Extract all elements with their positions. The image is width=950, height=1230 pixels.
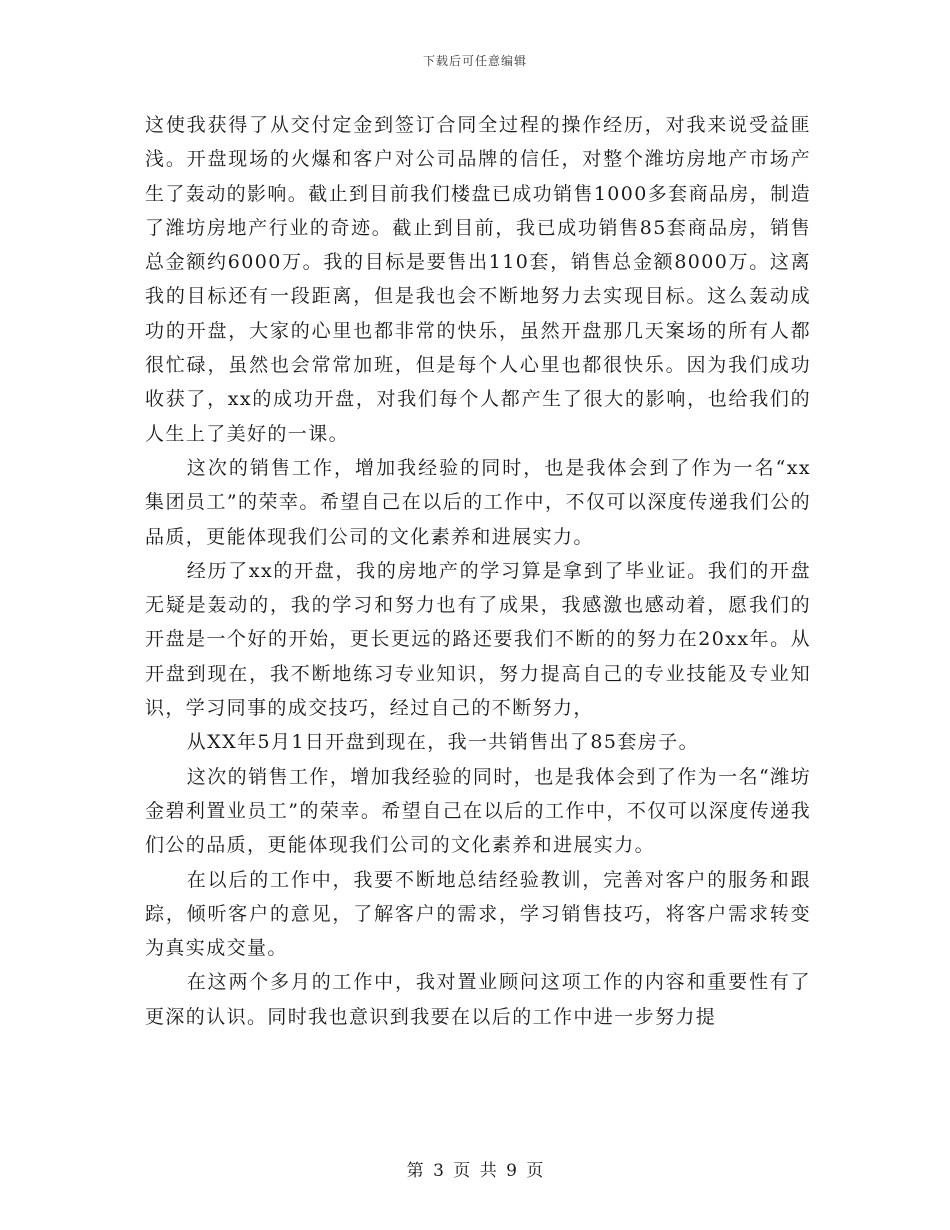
paragraph-7: 在这两个多月的工作中，我对置业顾问这项工作的内容和重要性有了更深的认识。同时我也意识到我要在以后的工作中进一步努力提 <box>145 971 811 1028</box>
paragraph-3: 经历了xx的开盘，我的房地产的学习算是拿到了毕业证。我们的开盘无疑是轰动的，我的学习和努力也有了成果，我感激也感动着，愿我们的开盘是一个好的开始，更长更远的路还要我们不断的的努力在20xx年。从开盘到现在，我不断地练习专业知识，努力提高自己的专业技能及专业知识，学习同事的成交技巧，经过自己的不断努力， <box>145 559 811 720</box>
paragraph-2: 这次的销售工作，增加我经验的同时，也是我体会到了作为一名“xx集团员工”的荣幸。希望自己在以后的工作中，不仅可以深度传递我们公的品质，更能体现我们公司的文化素养和进展实力。 <box>145 456 811 548</box>
page-number-footer: 第 3 页 共 9 页 <box>406 1161 544 1181</box>
paragraph-1: 这使我获得了从交付定金到签订合同全过程的操作经历，对我来说受益匪浅。开盘现场的火爆和客户对公司品牌的信任，对整个潍坊房地产市场产生了轰动的影响。截止到目前我们楼盘已成功销售1000多套商品房，制造了潍坊房地产行业的奇迹。截止到目前，我已成功销售85套商品房，销售总金额约6000万。我的目标是要售出110套，销售总金额8000万。这离我的目标还有一段距离，但是我也会不断地努力去实现目标。这么轰动成功的开盘，大家的心里也都非常的快乐，虽然开盘那几天案场的所有人都很忙碌，虽然也会常常加班，但是每个人心里也都很快乐。因为我们成功收获了，xx的成功开盘，对我们每个人都产生了很大的影响，也给我们的人生上了美好的一课。 <box>145 114 811 445</box>
paragraph-4: 从XX年5月1日开盘到现在，我一共销售出了85套房子。 <box>186 731 700 754</box>
document-body <box>145 108 811 1034</box>
paragraph-5: 这次的销售工作，增加我经验的同时，也是我体会到了作为一名“潍坊金碧利置业员工”的荣幸。希望自己在以后的工作中，不仅可以深度传递我们公的品质，更能体现我们公司的文化素养和进展实力。 <box>145 765 811 857</box>
header-note: 下载后可任意编辑 <box>422 54 527 68</box>
paragraph-6: 在以后的工作中，我要不断地总结经验教训，完善对客户的服务和跟踪，倾听客户的意见，了解客户的需求，学习销售技巧，将客户需求转变为真实成交量。 <box>145 868 811 960</box>
